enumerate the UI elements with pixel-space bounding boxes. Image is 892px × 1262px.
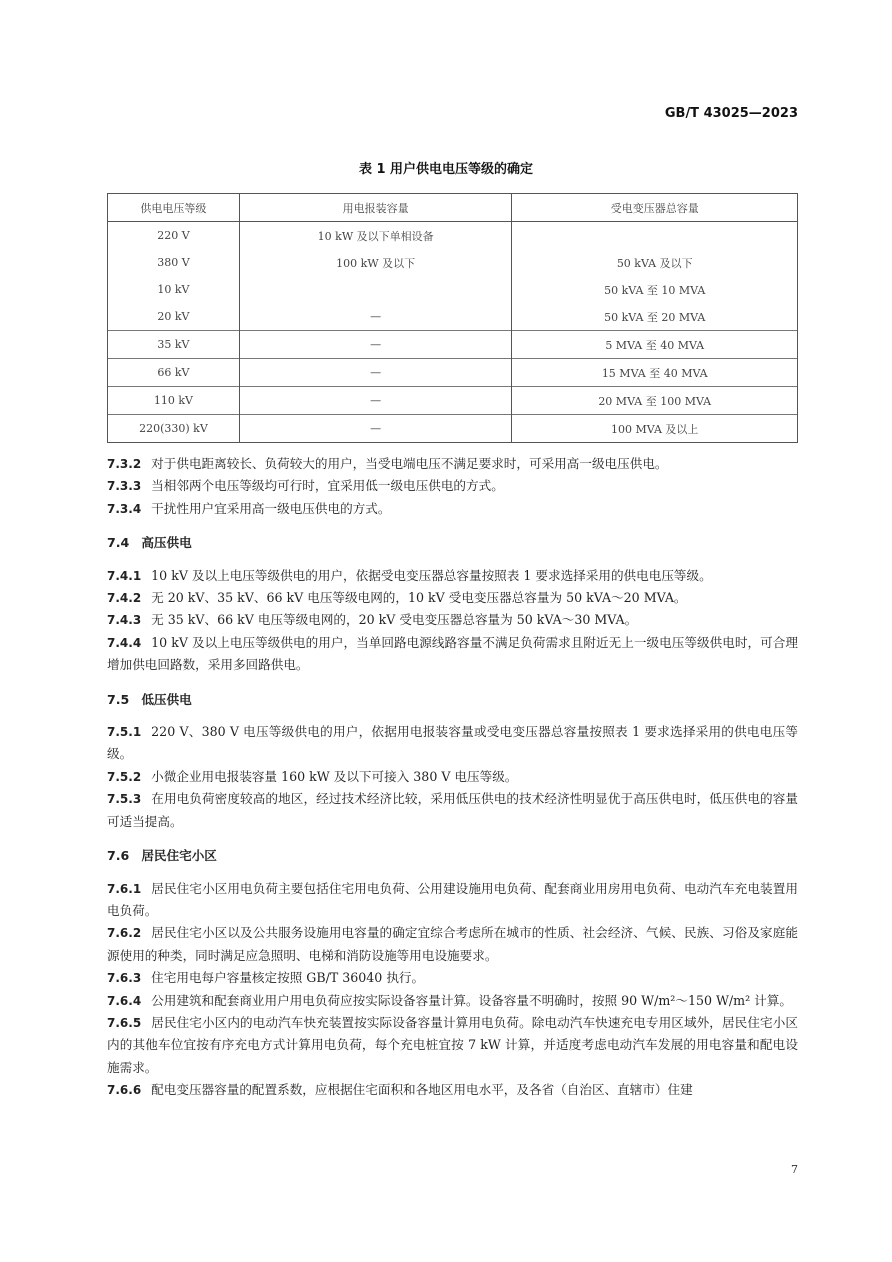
cell-voltage: 110 kV — [108, 387, 240, 415]
body-text — [107, 453, 798, 1102]
clause-text: 无 35 kV、66 kV 电压等级电网的，20 kV 受电变压器总容量为 50 kVA～30 MVA。 — [151, 612, 638, 628]
table-row — [108, 415, 798, 443]
table-row — [108, 387, 798, 415]
cell-declared: — — [239, 303, 512, 331]
clause-number: 7.4.4 — [107, 635, 142, 650]
cell-voltage: 10 kV — [108, 276, 240, 303]
cell-voltage: 20 kV — [108, 303, 240, 331]
clause-number: 7.6.3 — [107, 971, 142, 986]
clause-text: 10 kV 及以上电压等级供电的用户，当单回路电源线路容量不满足负荷需求且附近无上一级电压等级供电时，可合理增加供电回路数，采用多回路供电。 — [107, 634, 798, 673]
cell-declared: — — [239, 331, 512, 359]
clause-text: 干扰性用户宜采用高一级电压供电的方式。 — [151, 500, 391, 516]
cell-voltage: 220(330) kV — [108, 415, 240, 443]
cell-transformer: 20 MVA 至 100 MVA — [512, 387, 798, 415]
clause-text: 公用建筑和配套商业用户用电负荷应按实际设备容量计算。设备容量不明确时，按照 90 W/m²～150 W/m² 计算。 — [151, 992, 792, 1008]
cell-transformer: 50 kVA 及以下 — [512, 249, 798, 276]
table-row — [108, 249, 798, 276]
cell-transformer — [512, 222, 798, 250]
clause-text: 在用电负荷密度较高的地区，经过技术经济比较，采用低压供电的技术经济性明显优于高压供电时，低压供电的容量可适当提高。 — [107, 791, 798, 829]
table-row — [108, 359, 798, 387]
table-row — [108, 303, 798, 331]
clause-number: 7.3.4 — [107, 501, 142, 516]
cell-transformer: 50 kVA 至 10 MVA — [512, 276, 798, 303]
clause-text: 居民住宅小区内的电动汽车快充装置按实际设备容量计算用电负荷。除电动汽车快速充电专用区域外，居民住宅小区内的其他车位宜按有序充电方式计算用电负荷，每个充电桩宜按 7 kW 计算，并适度考虑电动汽车发展的用电容量和配电设施需求。 — [107, 1014, 798, 1075]
section-title: 低压供电 — [141, 691, 192, 707]
section-title: 居民住宅小区 — [141, 848, 217, 864]
clause-7-6-2 — [107, 922, 798, 967]
cell-voltage: 380 V — [108, 249, 240, 276]
clause-number: 7.4.2 — [107, 591, 142, 606]
cell-declared: 100 kW 及以下 — [239, 249, 512, 276]
clause-7-4-4 — [107, 632, 798, 677]
cell-voltage: 35 kV — [108, 331, 240, 359]
clause-7-5-1 — [107, 721, 798, 766]
clause-number: 7.4.1 — [107, 568, 142, 583]
clause-7-6-6 — [107, 1079, 798, 1101]
section-number: 7.4 — [107, 535, 130, 551]
standard-code: GB/T 43025—2023 — [664, 106, 798, 121]
clause-7-4-2 — [107, 587, 798, 609]
voltage-table — [107, 193, 798, 443]
cell-transformer: 50 kVA 至 20 MVA — [512, 303, 798, 331]
clause-text: 小微企业用电报装容量 160 kW 及以下可接入 380 V 电压等级。 — [151, 768, 518, 784]
section-heading-7-5 — [107, 689, 798, 711]
clause-text: 无 20 kV、35 kV、66 kV 电压等级电网的，10 kV 受电变压器总容量为 50 kVA～20 MVA。 — [151, 590, 687, 606]
cell-declared: — — [239, 415, 512, 443]
header-voltage: 供电电压等级 — [108, 194, 240, 222]
cell-declared — [239, 276, 512, 303]
header-transformer-capacity: 受电变压器总容量 — [512, 194, 798, 222]
clause-text: 220 V、380 V 电压等级供电的用户，依据用电报装容量或受电变压器总容量按照表 1 要求选择采用的供电电压等级。 — [107, 724, 798, 762]
clause-7-5-3 — [107, 788, 798, 833]
clause-7-5-2 — [107, 766, 798, 788]
clause-text: 配电变压器容量的配置系数，应根据住宅面积和各地区用电水平，及各省（自治区、直辖市）住建 — [151, 1082, 693, 1098]
table-title: 表 1 用户供电电压等级的确定 — [358, 162, 534, 177]
clause-number: 7.3.2 — [107, 457, 142, 471]
clause-number: 7.6.5 — [107, 1015, 142, 1030]
clause-7-4-1 — [107, 565, 798, 587]
clause-number: 7.6.4 — [107, 993, 142, 1008]
clause-text: 10 kV 及以上电压等级供电的用户，依据受电变压器总容量按照表 1 要求选择采用的供电电压等级。 — [151, 567, 712, 583]
clause-number: 7.5.2 — [107, 769, 142, 784]
clause-7-6-5 — [107, 1012, 798, 1079]
clause-number: 7.6.6 — [107, 1083, 142, 1098]
section-title: 高压供电 — [141, 535, 192, 551]
table-row — [108, 276, 798, 303]
clause-number: 7.6.2 — [107, 926, 142, 941]
clause-number: 7.4.3 — [107, 613, 142, 628]
cell-declared: — — [239, 359, 512, 387]
clause-7-3-3 — [107, 475, 798, 497]
clause-number: 7.5.1 — [107, 725, 142, 740]
clause-7-3-4 — [107, 498, 798, 520]
cell-declared: 10 kW 及以下单相设备 — [239, 222, 512, 250]
page-number: 7 — [791, 1163, 798, 1176]
clause-7-6-1 — [107, 878, 798, 923]
table-header-row — [108, 194, 798, 222]
clause-number: 7.5.3 — [107, 792, 142, 807]
clause-text: 当相邻两个电压等级均可行时，宜采用低一级电压供电的方式。 — [151, 478, 504, 494]
section-number: 7.6 — [107, 848, 130, 864]
table-row — [108, 222, 798, 250]
clause-7-3-2 — [107, 453, 798, 475]
cell-declared: — — [239, 387, 512, 415]
clause-text: 居民住宅小区以及公共服务设施用电容量的确定宜综合考虑所在城市的性质、社会经济、气候、民族、习俗及家庭能源使用的种类，同时满足应急照明、电梯和消防设施等用电设施要求。 — [107, 925, 798, 963]
cell-transformer: 5 MVA 至 40 MVA — [512, 331, 798, 359]
clause-text: 对于供电距离较长、负荷较大的用户，当受电端电压不满足要求时，可采用高一级电压供电。 — [151, 456, 668, 471]
table-row — [108, 331, 798, 359]
clause-number: 7.6.1 — [107, 881, 142, 896]
clause-7-6-4 — [107, 990, 798, 1012]
clause-text: 住宅用电每户容量核定按照 GB/T 36040 执行。 — [151, 970, 425, 986]
clause-7-6-3 — [107, 967, 798, 989]
cell-voltage: 66 kV — [108, 359, 240, 387]
cell-voltage: 220 V — [108, 222, 240, 250]
cell-transformer: 100 MVA 及以上 — [512, 415, 798, 443]
header-declared-capacity: 用电报装容量 — [239, 194, 512, 222]
cell-transformer: 15 MVA 至 40 MVA — [512, 359, 798, 387]
clause-number: 7.3.3 — [107, 479, 142, 494]
clause-7-4-3 — [107, 609, 798, 631]
section-heading-7-4 — [107, 532, 798, 554]
clause-text: 居民住宅小区用电负荷主要包括住宅用电负荷、公用建设施用电负荷、配套商业用房用电负荷、电动汽车充电装置用电负荷。 — [107, 880, 798, 918]
section-heading-7-6 — [107, 845, 798, 867]
section-number: 7.5 — [107, 691, 130, 707]
